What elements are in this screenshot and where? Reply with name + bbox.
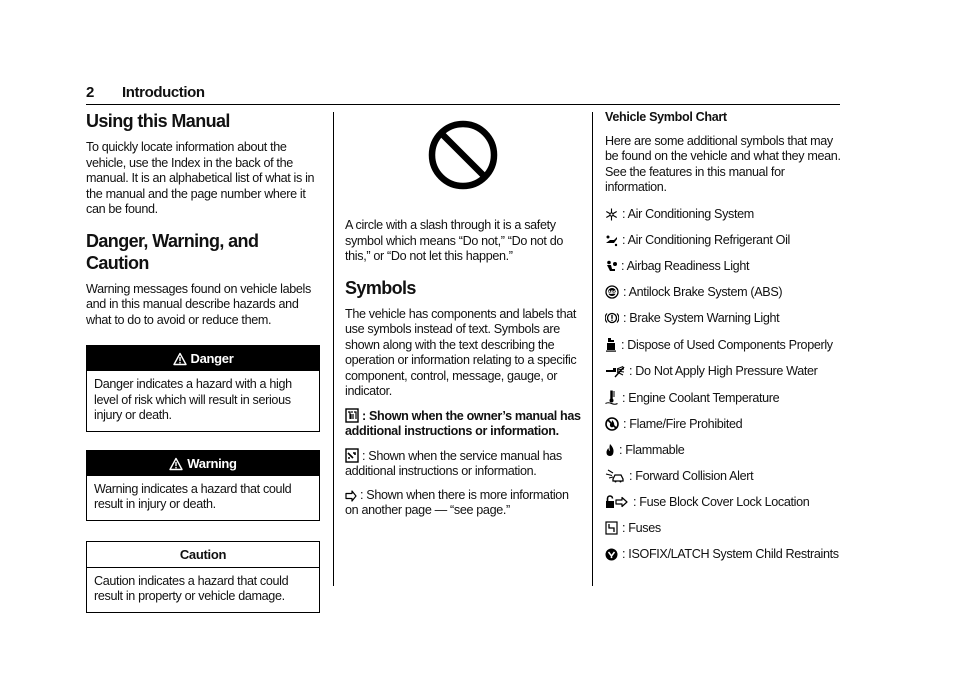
warning-triangle-icon (173, 352, 187, 366)
symbol-label: : Fuse Block Cover Lock Location (633, 494, 810, 509)
symbol-label: : Air Conditioning Refrigerant Oil (622, 232, 790, 247)
air-conditioning-icon (605, 208, 618, 221)
symbol-row (605, 311, 845, 326)
owner-manual-text: : Shown when the owner’s manual has additional instructions or information. (345, 408, 581, 438)
symbol-label: : Flammable (619, 442, 685, 457)
danger-box (86, 345, 320, 432)
owner-manual-icon (345, 408, 359, 423)
column-divider (592, 112, 593, 586)
symbol-row (605, 547, 845, 562)
fuse-block-lock-icon (605, 495, 629, 509)
fuse-icon (605, 521, 618, 535)
more-info-text: : Shown when there is more information on another page — “see page.” (345, 487, 569, 517)
symbols-text: The vehicle has components and labels that use symbols instead of text. Symbols are shown along with the text describing the operation or information relating to a specific component, control, message, gauge, or indicator. (345, 306, 577, 398)
symbol-row (605, 495, 845, 510)
section-title: Introduction (122, 84, 205, 101)
warning-box (86, 450, 320, 521)
symbols-heading: Symbols (345, 277, 416, 298)
symbol-chart-heading: Vehicle Symbol Chart (605, 110, 727, 124)
symbol-row (605, 259, 845, 274)
page-header (86, 84, 840, 105)
page-number: 2 (86, 84, 94, 101)
symbol-label: : Do Not Apply High Pressure Water (629, 363, 818, 378)
no-pressure-water-icon (605, 366, 625, 378)
owner-manual-item (345, 408, 581, 440)
middle-column (345, 110, 581, 519)
danger-box-header (87, 346, 319, 371)
brake-warning-icon (605, 311, 619, 325)
symbol-label: : Fuses (622, 520, 661, 535)
symbol-row (605, 521, 845, 536)
isofix-icon (605, 548, 618, 561)
warning-text: Warning indicates a hazard that could result in injury or death. (94, 481, 292, 511)
danger-text: Danger indicates a hazard with a high level of risk which will result in serious injury or death. (94, 377, 292, 422)
symbol-row (605, 469, 845, 484)
symbol-row (605, 337, 845, 353)
column-divider (333, 112, 334, 586)
symbol-label: : Brake System Warning Light (623, 310, 780, 325)
using-manual-heading: Using this Manual (86, 111, 230, 131)
symbol-label: : Air Conditioning System (622, 206, 754, 221)
symbol-row (605, 443, 845, 458)
symbol-label: : Dispose of Used Components Properly (621, 337, 833, 352)
refrigerant-oil-icon (605, 234, 618, 247)
danger-label: Danger (190, 351, 234, 366)
danger-warning-heading: Danger, Warning, and Caution (86, 230, 259, 273)
more-info-item (345, 488, 581, 519)
symbol-row (605, 364, 845, 379)
symbol-row (605, 417, 845, 432)
warning-label: Warning (187, 455, 237, 471)
warning-triangle-icon (169, 457, 183, 471)
service-manual-text: : Shown when the service manual has additional instructions or information. (345, 448, 562, 478)
caution-label: Caution (179, 546, 227, 562)
symbol-chart-intro: Here are some additional symbols that may be found on the vehicle and what they mean. See the features in this manual for information. (605, 133, 841, 194)
left-column (86, 110, 320, 613)
caution-text: Caution indicates a hazard that could result in property or vehicle damage. (94, 573, 289, 603)
symbol-row (605, 233, 845, 248)
dispose-icon (605, 337, 617, 352)
flame-prohibited-icon (605, 417, 619, 431)
symbol-label: : Flame/Fire Prohibited (623, 416, 743, 431)
airbag-icon (605, 260, 617, 273)
symbol-row (605, 390, 845, 406)
prohibition-icon (426, 118, 500, 192)
caution-box (86, 541, 320, 613)
warning-box-header (87, 451, 319, 476)
service-manual-icon (345, 448, 359, 463)
symbol-row (605, 285, 845, 300)
circle-slash-text: A circle with a slash through it is a safety symbol which means “Do not,” “Do not do this,” or “Do not let this happen.” (345, 218, 564, 263)
svg-text:ABS: ABS (607, 290, 617, 296)
caution-box-header (87, 542, 319, 568)
right-column (605, 110, 845, 562)
abs-icon (605, 285, 619, 299)
coolant-temp-icon (605, 390, 618, 405)
symbol-label: : Antilock Brake System (ABS) (623, 284, 783, 299)
symbol-label: : ISOFIX/LATCH System Child Restraints (622, 546, 839, 561)
service-manual-item (345, 448, 581, 480)
symbol-label: : Forward Collision Alert (629, 468, 754, 483)
collision-alert-icon (605, 469, 625, 483)
danger-warning-intro: Warning messages found on vehicle labels and in this manual describe hazards and what to do to avoid or reduce them. (86, 281, 311, 327)
flammable-icon (605, 443, 615, 457)
symbol-label: : Airbag Readiness Light (621, 258, 750, 273)
symbol-row (605, 207, 845, 222)
arrow-right-icon (345, 490, 357, 502)
using-manual-text: To quickly locate information about the vehicle, use the Index in the back of the manual. It is an alphabetical list of what is in the manual and the page number where it can be found. (86, 140, 315, 216)
symbol-label: : Engine Coolant Temperature (622, 390, 780, 405)
